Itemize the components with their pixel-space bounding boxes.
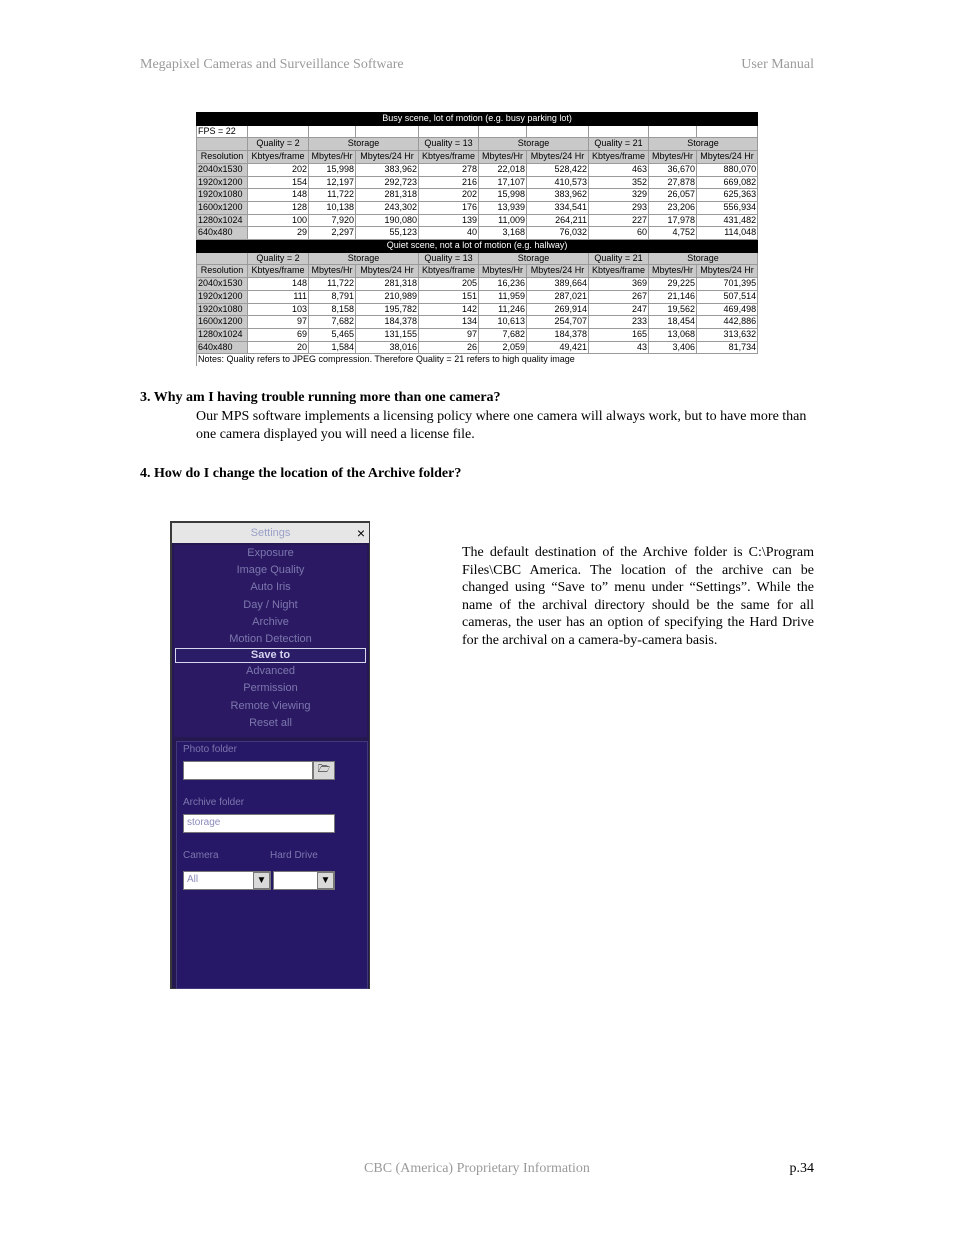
value-cell: 5,465	[309, 328, 356, 341]
chevron-down-icon[interactable]: ▼	[317, 872, 334, 889]
value-cell: 329	[589, 189, 649, 202]
value-cell: 269,914	[527, 303, 589, 316]
photo-folder-label: Photo folder	[183, 744, 237, 755]
value-cell: 114,048	[697, 227, 758, 240]
resolution-cell: 1280x1024	[197, 328, 248, 341]
value-cell: 97	[419, 328, 479, 341]
resolution-cell: 2040x1530	[197, 278, 248, 291]
value-cell: 210,989	[356, 290, 419, 303]
column-header: Mbytes/Hr	[479, 265, 527, 278]
value-cell: 625,363	[697, 189, 758, 202]
fps-cell: FPS = 22	[197, 125, 248, 138]
value-cell: 4,752	[649, 227, 697, 240]
browse-button[interactable]	[313, 761, 335, 780]
quality-label: Quality = 13	[419, 138, 479, 151]
column-header: Kbtyes/frame	[419, 265, 479, 278]
value-cell: 701,395	[697, 278, 758, 291]
quality-label: Quality = 21	[589, 138, 649, 151]
value-cell: 313,632	[697, 328, 758, 341]
column-header: Mbytes/Hr	[309, 265, 356, 278]
column-header: Mbytes/Hr	[649, 265, 697, 278]
table-row	[197, 201, 758, 214]
value-cell: 10,138	[309, 201, 356, 214]
value-cell: 23,206	[649, 201, 697, 214]
close-icon[interactable]: ×	[356, 525, 365, 541]
value-cell: 369	[589, 278, 649, 291]
value-cell: 8,791	[309, 290, 356, 303]
table-banner-cell: Quiet scene, not a lot of motion (e.g. hallway)	[197, 240, 758, 253]
value-cell: 22,018	[479, 163, 527, 176]
resolution-cell: 640x480	[197, 227, 248, 240]
value-cell: 15,998	[309, 163, 356, 176]
value-cell: 20	[248, 341, 309, 354]
value-cell: 11,722	[309, 189, 356, 202]
value-cell: 2,059	[479, 341, 527, 354]
column-header-row	[197, 265, 758, 278]
value-cell: 142	[419, 303, 479, 316]
value-cell: 431,482	[697, 214, 758, 227]
table-cell	[419, 125, 479, 138]
value-cell: 528,422	[527, 163, 589, 176]
resolution-cell: 1280x1024	[197, 214, 248, 227]
value-cell: 281,318	[356, 189, 419, 202]
value-cell: 69	[248, 328, 309, 341]
table-row	[197, 316, 758, 329]
column-header: Mbytes/24 Hr	[697, 265, 758, 278]
storage-label: Storage	[479, 252, 589, 265]
menu-item-permission[interactable]: Permission	[243, 682, 298, 695]
hard-drive-label: Hard Drive	[270, 850, 318, 861]
table-cell	[479, 125, 527, 138]
value-cell: 254,707	[527, 316, 589, 329]
menu-item-archive[interactable]: Archive	[252, 615, 289, 628]
value-cell: 669,082	[697, 176, 758, 189]
value-cell: 97	[248, 316, 309, 329]
table-cell	[356, 125, 419, 138]
settings-title-text: Settings	[250, 527, 291, 539]
value-cell: 3,406	[649, 341, 697, 354]
chevron-down-icon[interactable]: ▼	[253, 872, 270, 889]
resolution-cell: 1600x1200	[197, 201, 248, 214]
camera-label: Camera	[183, 850, 219, 861]
value-cell: 278	[419, 163, 479, 176]
value-cell: 49,421	[527, 341, 589, 354]
storage-table-body	[197, 113, 758, 367]
value-cell: 7,920	[309, 214, 356, 227]
value-cell: 184,378	[356, 316, 419, 329]
resolution-cell: 1920x1080	[197, 189, 248, 202]
value-cell: 352	[589, 176, 649, 189]
value-cell: 202	[248, 163, 309, 176]
value-cell: 195,782	[356, 303, 419, 316]
value-cell: 11,009	[479, 214, 527, 227]
value-cell: 267	[589, 290, 649, 303]
value-cell: 243,302	[356, 201, 419, 214]
menu-item-exposure[interactable]: Exposure	[247, 547, 294, 559]
value-cell: 43	[589, 341, 649, 354]
storage-table	[196, 112, 758, 366]
column-header: Mbytes/24 Hr	[527, 151, 589, 164]
column-header: Kbtyes/frame	[248, 265, 309, 278]
resolution-cell: 1920x1200	[197, 290, 248, 303]
value-cell: 1,584	[309, 341, 356, 354]
table-row	[197, 176, 758, 189]
column-header: Mbytes/Hr	[309, 151, 356, 164]
value-cell: 27,878	[649, 176, 697, 189]
value-cell: 8,158	[309, 303, 356, 316]
value-cell: 383,962	[356, 163, 419, 176]
column-header: Mbytes/24 Hr	[356, 265, 419, 278]
resolution-cell: 640x480	[197, 341, 248, 354]
value-cell: 7,682	[479, 328, 527, 341]
save-to-subpanel	[176, 741, 368, 989]
settings-panel	[170, 521, 370, 989]
value-cell: 233	[589, 316, 649, 329]
answer-4: The default destination of the Archive folder is C:\Program Files\CBC America. The location of the archive can be changed using “Save to” menu under “Settings”. While the name of the archival directory should be the same for all cameras, the user has an option of specifying the Hard Drive for the archival on a camera-by-camera basis.	[462, 545, 814, 648]
value-cell: 287,021	[527, 290, 589, 303]
table-cell	[649, 125, 697, 138]
table-cell	[527, 125, 589, 138]
table-row	[197, 290, 758, 303]
column-header: Resolution	[197, 265, 248, 278]
resolution-cell: 2040x1530	[197, 163, 248, 176]
value-cell: 148	[248, 278, 309, 291]
resolution-cell: 1920x1200	[197, 176, 248, 189]
quality-label: Quality = 13	[419, 252, 479, 265]
value-cell: 190,080	[356, 214, 419, 227]
value-cell: 389,664	[527, 278, 589, 291]
value-cell: 29,225	[649, 278, 697, 291]
menu-item-reset-all[interactable]: Reset all	[249, 716, 292, 729]
quality-label: Quality = 21	[589, 252, 649, 265]
note-row	[197, 354, 758, 366]
settings-panel-body	[172, 523, 369, 988]
archive-folder-label: Archive folder	[183, 797, 245, 808]
camera-select-value: All	[187, 874, 199, 885]
value-cell: 13,068	[649, 328, 697, 341]
value-cell: 26	[419, 341, 479, 354]
value-cell: 131,155	[356, 328, 419, 341]
value-cell: 165	[589, 328, 649, 341]
storage-label: Storage	[309, 138, 419, 151]
resolution-cell: 1600x1200	[197, 316, 248, 329]
column-header-row	[197, 151, 758, 164]
value-cell: 111	[248, 290, 309, 303]
table-row	[197, 341, 758, 354]
value-cell: 17,978	[649, 214, 697, 227]
column-header: Kbtyes/frame	[248, 151, 309, 164]
table-cell	[697, 125, 758, 138]
value-cell: 81,734	[697, 341, 758, 354]
answer-3: Our MPS software implements a licensing policy where one camera will always work, but to have more than one camera displayed you will need a license file.	[196, 409, 807, 442]
column-header: Mbytes/24 Hr	[356, 151, 419, 164]
value-cell: 176	[419, 201, 479, 214]
table-cell	[309, 125, 356, 138]
value-cell: 205	[419, 278, 479, 291]
value-cell: 29	[248, 227, 309, 240]
value-cell: 10,613	[479, 316, 527, 329]
table-banner	[197, 113, 758, 126]
column-header: Resolution	[197, 151, 248, 164]
value-cell: 11,722	[309, 278, 356, 291]
table-cell	[248, 125, 309, 138]
value-cell: 334,541	[527, 201, 589, 214]
value-cell: 410,573	[527, 176, 589, 189]
table-note: Notes: Quality refers to JPEG compression. Therefore Quality = 21 refers to high quality image	[197, 354, 758, 366]
column-header: Mbytes/Hr	[649, 151, 697, 164]
folder-icon: 🗁	[317, 764, 331, 775]
value-cell: 60	[589, 227, 649, 240]
fps-row	[197, 125, 758, 138]
header-manual-label: User Manual	[741, 57, 814, 72]
column-header: Mbytes/24 Hr	[527, 265, 589, 278]
storage-label: Storage	[649, 252, 758, 265]
storage-label: Storage	[309, 252, 419, 265]
settings-menu	[174, 545, 367, 737]
value-cell: 7,682	[309, 316, 356, 329]
value-cell: 103	[248, 303, 309, 316]
value-cell: 26,057	[649, 189, 697, 202]
value-cell: 21,146	[649, 290, 697, 303]
value-cell: 139	[419, 214, 479, 227]
table-row	[197, 227, 758, 240]
storage-label: Storage	[649, 138, 758, 151]
photo-folder-field[interactable]	[183, 761, 313, 780]
value-cell: 556,934	[697, 201, 758, 214]
header-title: Megapixel Cameras and Surveillance Software	[140, 57, 404, 72]
value-cell: 264,211	[527, 214, 589, 227]
value-cell: 469,498	[697, 303, 758, 316]
value-cell: 16,236	[479, 278, 527, 291]
footer-proprietary: CBC (America) Proprietary Information	[364, 1161, 590, 1176]
resolution-cell: 1920x1080	[197, 303, 248, 316]
value-cell: 154	[248, 176, 309, 189]
value-cell: 507,514	[697, 290, 758, 303]
value-cell: 463	[589, 163, 649, 176]
value-cell: 3,168	[479, 227, 527, 240]
question-4: 4. How do I change the location of the Archive folder?	[140, 466, 462, 481]
value-cell: 11,246	[479, 303, 527, 316]
menu-item-day-night[interactable]: Day / Night	[243, 598, 298, 611]
value-cell: 880,070	[697, 163, 758, 176]
table-cell	[197, 138, 248, 151]
table-row	[197, 328, 758, 341]
value-cell: 202	[419, 189, 479, 202]
value-cell: 151	[419, 290, 479, 303]
storage-label: Storage	[479, 138, 589, 151]
value-cell: 76,032	[527, 227, 589, 240]
archive-folder-field[interactable]: storage	[183, 814, 335, 833]
table-banner-cell: Busy scene, lot of motion (e.g. busy parking lot)	[197, 113, 758, 126]
value-cell: 442,886	[697, 316, 758, 329]
value-cell: 247	[589, 303, 649, 316]
menu-item-advanced[interactable]: Advanced	[246, 665, 295, 678]
table-row	[197, 278, 758, 291]
value-cell: 2,297	[309, 227, 356, 240]
quality-header-row	[197, 138, 758, 151]
value-cell: 18,454	[649, 316, 697, 329]
value-cell: 12,197	[309, 176, 356, 189]
table-cell	[197, 252, 248, 265]
value-cell: 13,939	[479, 201, 527, 214]
value-cell: 227	[589, 214, 649, 227]
value-cell: 15,998	[479, 189, 527, 202]
menu-item-motion-detection[interactable]: Motion Detection	[229, 632, 312, 645]
value-cell: 184,378	[527, 328, 589, 341]
value-cell: 40	[419, 227, 479, 240]
settings-title	[172, 523, 369, 543]
column-header: Kbtyes/frame	[419, 151, 479, 164]
table-banner	[197, 240, 758, 253]
value-cell: 38,016	[356, 341, 419, 354]
table-row	[197, 214, 758, 227]
table-row	[197, 163, 758, 176]
value-cell: 281,318	[356, 278, 419, 291]
quality-label: Quality = 2	[248, 138, 309, 151]
question-3: 3. Why am I having trouble running more than one camera?	[140, 390, 501, 405]
value-cell: 36,670	[649, 163, 697, 176]
menu-item-save-to[interactable]: Save to	[175, 648, 366, 663]
value-cell: 216	[419, 176, 479, 189]
table-row	[197, 303, 758, 316]
value-cell: 383,962	[527, 189, 589, 202]
column-header: Kbtyes/frame	[589, 265, 649, 278]
table-cell	[589, 125, 649, 138]
table-row	[197, 189, 758, 202]
value-cell: 134	[419, 316, 479, 329]
value-cell: 11,959	[479, 290, 527, 303]
value-cell: 19,562	[649, 303, 697, 316]
value-cell: 55,123	[356, 227, 419, 240]
value-cell: 128	[248, 201, 309, 214]
column-header: Mbytes/24 Hr	[697, 151, 758, 164]
quality-label: Quality = 2	[248, 252, 309, 265]
menu-item-remote-viewing[interactable]: Remote Viewing	[230, 699, 311, 712]
value-cell: 17,107	[479, 176, 527, 189]
column-header: Kbtyes/frame	[589, 151, 649, 164]
menu-item-image-quality[interactable]: Image Quality	[236, 564, 305, 577]
value-cell: 292,723	[356, 176, 419, 189]
value-cell: 100	[248, 214, 309, 227]
value-cell: 148	[248, 189, 309, 202]
value-cell: 293	[589, 201, 649, 214]
page-number: p.34	[789, 1161, 814, 1176]
menu-item-auto-iris[interactable]: Auto Iris	[250, 581, 291, 594]
quality-header-row	[197, 252, 758, 265]
column-header: Mbytes/Hr	[479, 151, 527, 164]
